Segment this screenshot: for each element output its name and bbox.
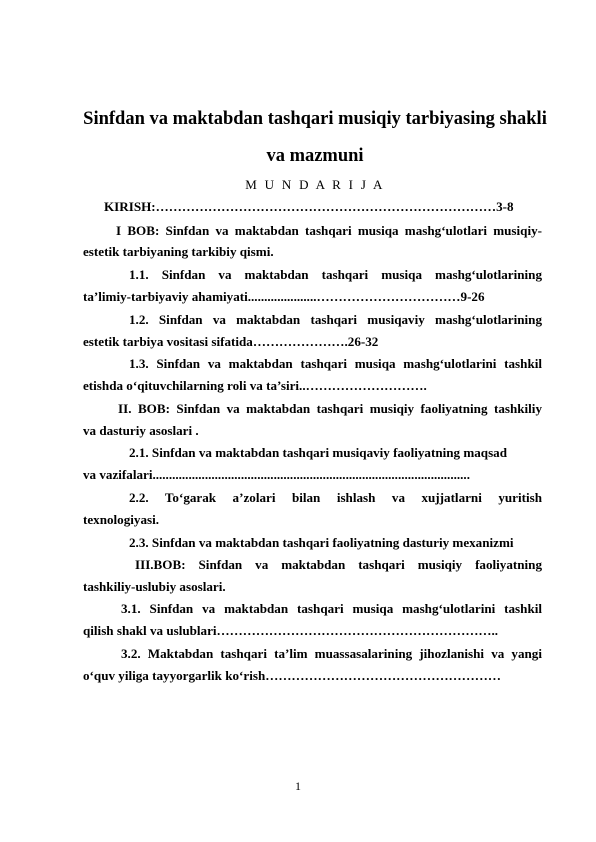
toc-entry-1-2-cont: estetik tarbiya vositasi sifatida………………….26-32: [83, 334, 379, 349]
toc-entry-3-1: 3.1. Sinfdan va maktabdan tashqari musiqa mashg‘ulotlarini tashkil: [121, 601, 542, 616]
table-of-contents-heading: M U N D A R I J A: [245, 177, 385, 192]
toc-entry-1-1-cont: ta’limiy-tarbiyaviy ahamiyati.....................……………………………9-26: [83, 289, 485, 304]
toc-entry-3-2-cont: o‘quv yiliga tayyorgarlik ko‘rish………………………………………………: [83, 668, 501, 683]
toc-entry-1-3: 1.3. Sinfdan va maktabdan tashqari musiqa mashg‘ulotlarini tashkil: [129, 356, 542, 371]
toc-entry-2-1-cont: va vazifalari.................................................................................................: [83, 467, 470, 482]
toc-entry-1-1: 1.1. Sinfdan va maktabdan tashqari musiqa mashg‘ulotlarining: [129, 267, 542, 282]
toc-entry-1-3-cont: etishda o‘qituvchilarning roli va ta’siri..……………………….: [83, 378, 427, 393]
document-title-line-1: Sinfdan va maktabdan tashqari musiqiy tarbiyasing shakli: [83, 109, 547, 129]
toc-entry-3-1-cont: qilish shakl va uslublari………………………………………………………..: [83, 623, 499, 638]
toc-entry-chapter-2: II. BOB: Sinfdan va maktabdan tashqari musiqiy faoliyatning tashkiliy: [118, 401, 542, 416]
toc-entry-chapter-2-cont: va dasturiy asoslari .: [83, 423, 199, 438]
toc-entry-2-2-cont: texnologiyasi.: [83, 512, 160, 527]
toc-entry-kirish: KIRISH:……………………………………………………………………3-8: [104, 199, 514, 214]
document-title-line-2: va mazmuni: [266, 146, 364, 166]
toc-entry-chapter-1-cont: estetik tarbiyaning tarkibiy qismi.: [83, 244, 274, 259]
toc-entry-chapter-3-cont: tashkiliy-uslubiy asoslari.: [83, 579, 226, 594]
toc-entry-chapter-1: I BOB: Sinfdan va maktabdan tashqari musiqa mashg‘ulotlari musiqiy-: [116, 223, 542, 238]
toc-entry-2-3: 2.3. Sinfdan va maktabdan tashqari faoliyatning dasturiy mexanizmi: [129, 535, 514, 550]
toc-entry-2-1: 2.1. Sinfdan va maktabdan tashqari musiqaviy faoliyatning maqsad: [129, 445, 507, 460]
toc-entry-chapter-3: III.BOB: Sinfdan va maktabdan tashqari musiqiy faoliyatning: [135, 557, 542, 572]
toc-entry-3-2: 3.2. Maktabdan tashqari ta’lim muassasalarining jihozlanishi va yangi: [121, 646, 542, 661]
page-number: 1: [295, 779, 301, 793]
toc-entry-1-2: 1.2. Sinfdan va maktabdan tashqari musiqaviy mashg‘ulotlarining: [129, 312, 542, 327]
toc-entry-2-2: 2.2. To‘garak a’zolari bilan ishlash va xujjatlarni yuritish: [129, 490, 542, 505]
